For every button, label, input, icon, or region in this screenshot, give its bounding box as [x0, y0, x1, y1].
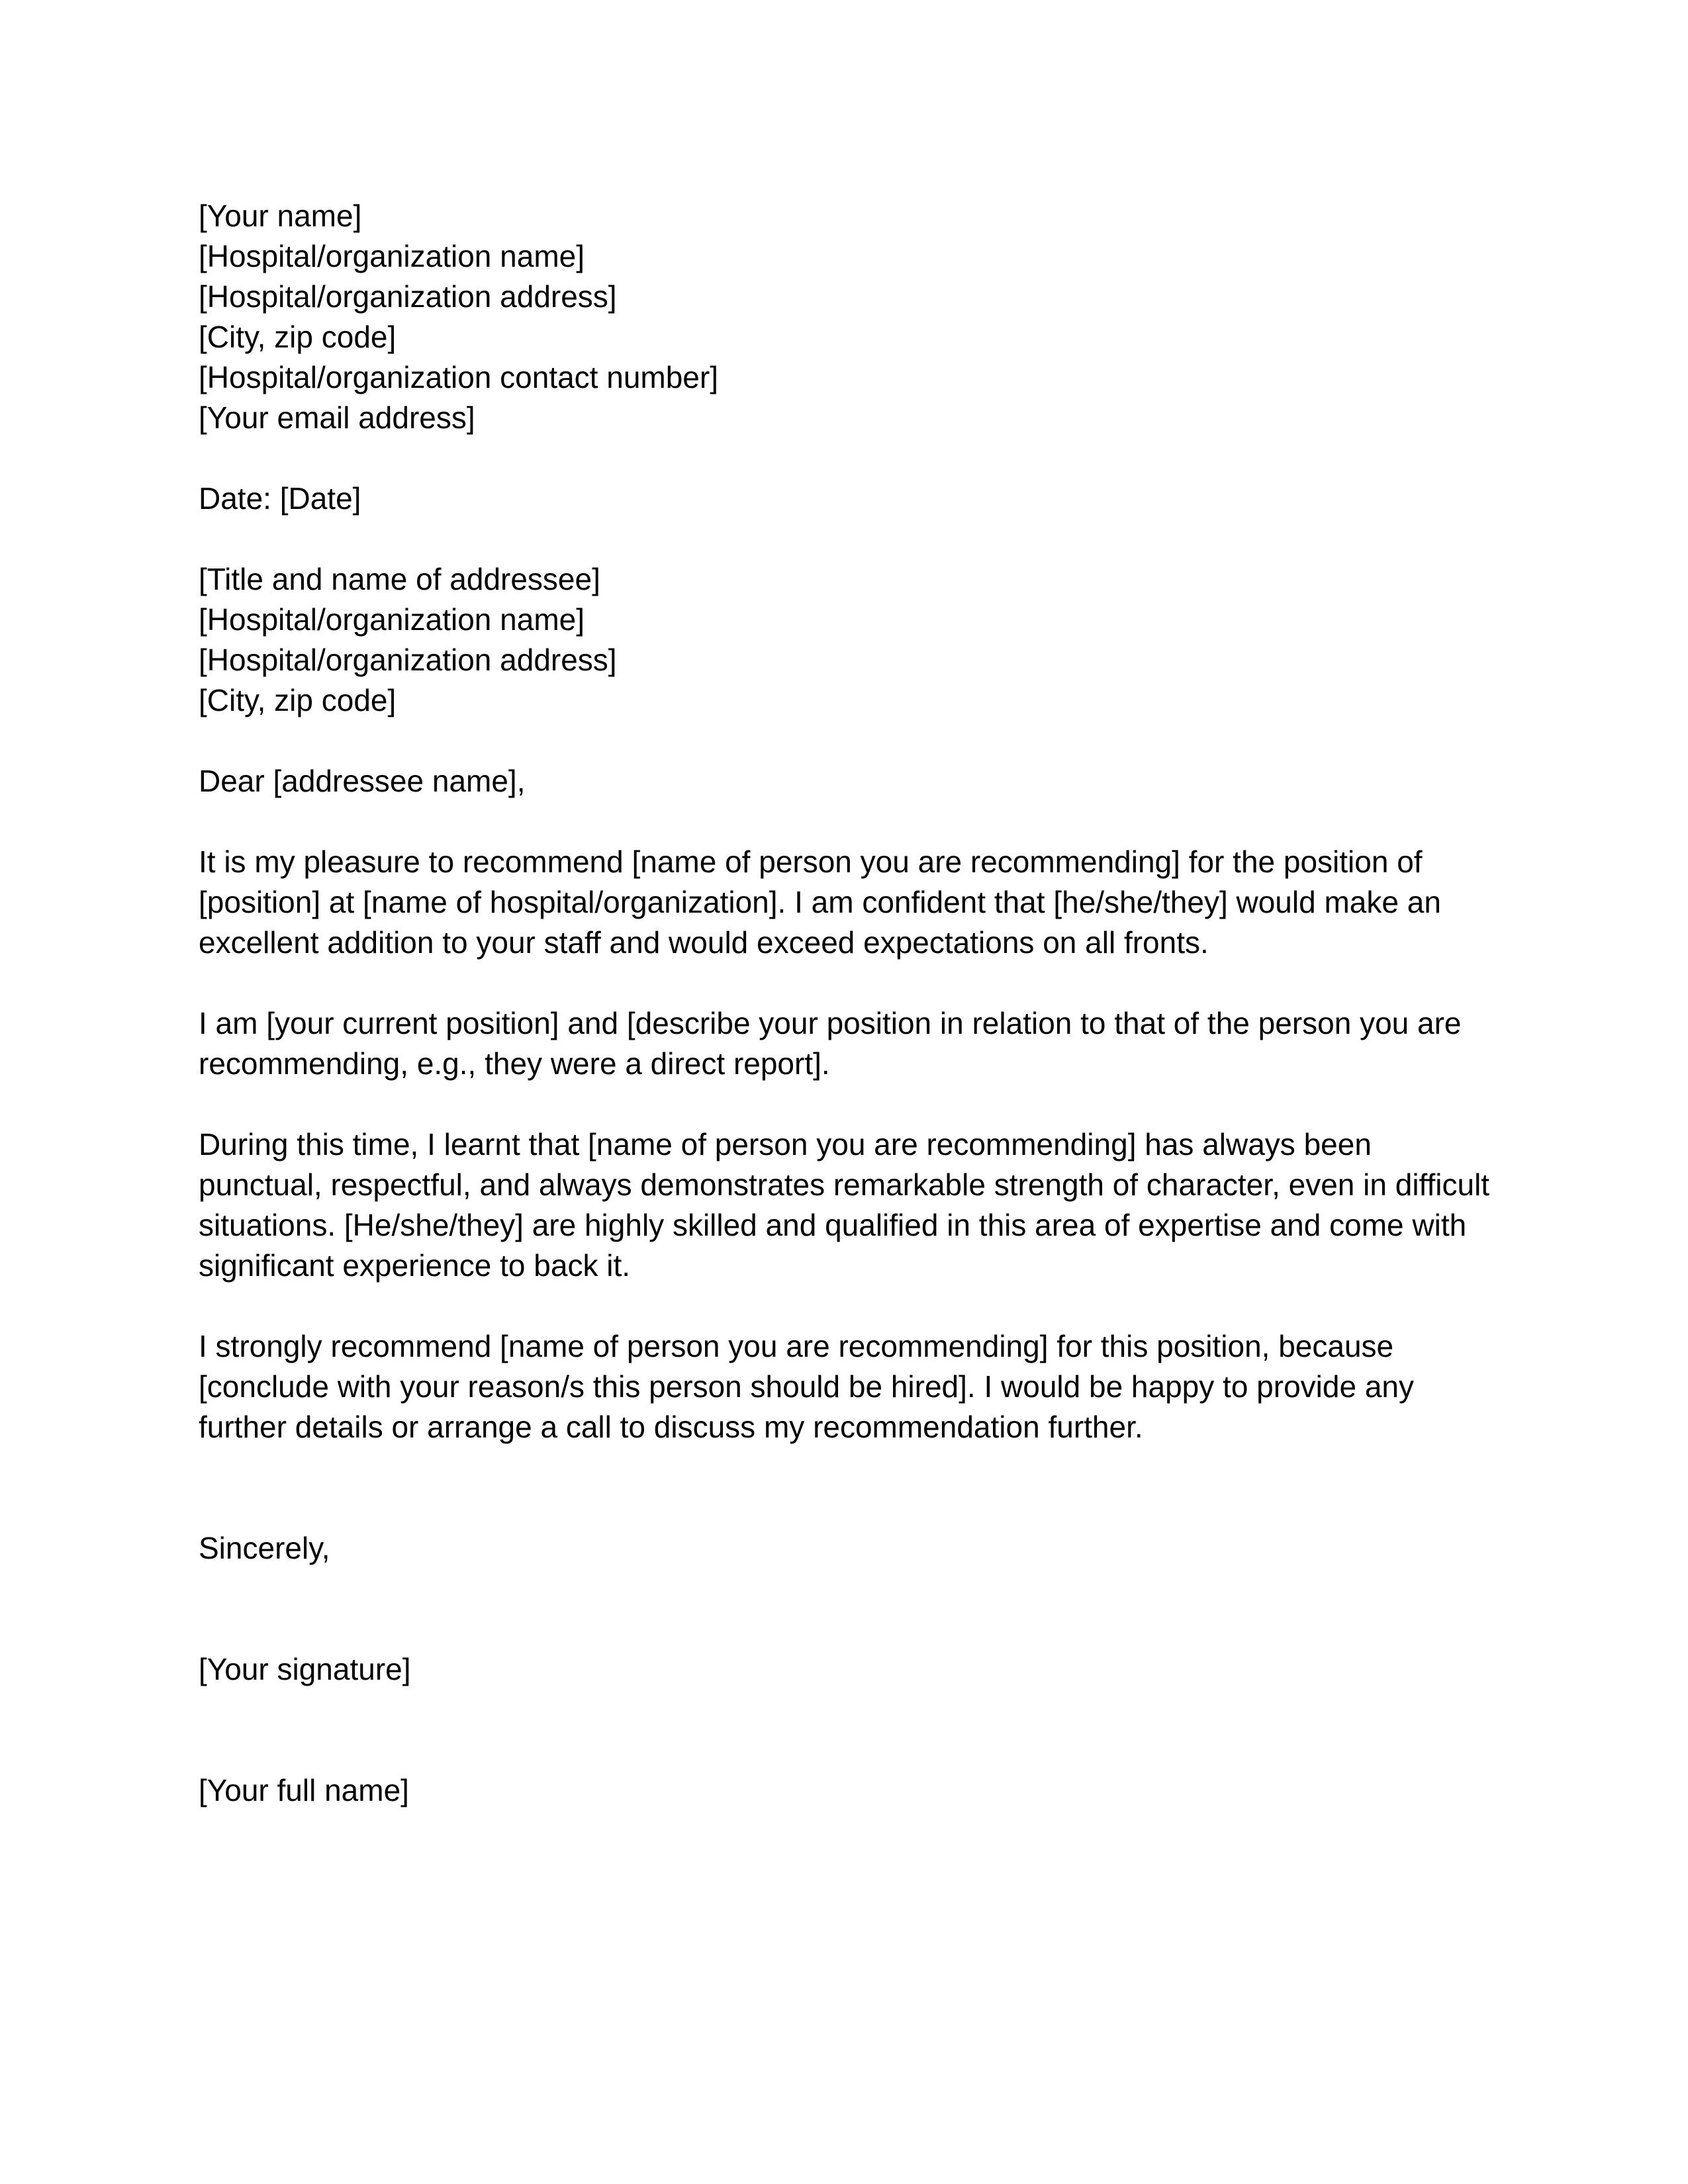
paragraph-line: I am [your current position] and [describe your position in relation to that of the person you are — [199, 1006, 1462, 1040]
date-line: Date: [Date] — [199, 481, 361, 516]
signature-placeholder: [Your signature] — [199, 1652, 411, 1686]
spacer — [199, 438, 1489, 478]
body-paragraph-3 — [199, 1124, 1489, 1286]
paragraph-line: It is my pleasure to recommend [name of person you are recommending] for the position of — [199, 844, 1423, 879]
full-name: [Your full name] — [199, 1773, 409, 1807]
closing: Sincerely, — [199, 1531, 330, 1565]
paragraph-line: I strongly recommend [name of person you are recommending] for this position, because — [199, 1329, 1394, 1363]
paragraph-line: further details or arrange a call to discuss my recommendation further. — [199, 1410, 1143, 1444]
spacer — [199, 1447, 1489, 1528]
paragraph-line: recommending, e.g., they were a direct report]. — [199, 1046, 830, 1081]
paragraph-line: [conclude with your reason/s this person should be hired]. I would be happy to provide any — [199, 1369, 1415, 1404]
spacer — [199, 519, 1489, 559]
recipient-org-address: [Hospital/organization address] — [199, 643, 617, 677]
spacer — [199, 1084, 1489, 1124]
sender-org-name: [Hospital/organization name] — [199, 239, 585, 273]
sender-block — [199, 196, 1489, 438]
paragraph-line: punctual, respectful, and always demonstrates remarkable strength of character, even in difficult — [199, 1167, 1490, 1202]
recipient-org-name: [Hospital/organization name] — [199, 602, 585, 637]
body-paragraph-4 — [199, 1326, 1489, 1447]
body-paragraph-1 — [199, 842, 1489, 963]
paragraph-line: excellent addition to your staff and would exceed expectations on all fronts. — [199, 925, 1209, 960]
sender-email: [Your email address] — [199, 400, 475, 435]
spacer — [199, 1569, 1489, 1649]
sender-city-zip: [City, zip code] — [199, 320, 397, 354]
recipient-block — [199, 559, 1489, 721]
spacer — [199, 801, 1489, 842]
paragraph-line: During this time, I learnt that [name of person you are recommending] has always been — [199, 1127, 1372, 1161]
sender-org-address: [Hospital/organization address] — [199, 279, 617, 314]
spacer — [199, 1286, 1489, 1326]
paragraph-line: [position] at [name of hospital/organization]. I am confident that [he/she/they] would make an — [199, 885, 1441, 919]
spacer — [199, 721, 1489, 761]
recipient-city-zip: [City, zip code] — [199, 683, 397, 717]
spacer — [199, 1690, 1489, 1770]
sender-name: [Your name] — [199, 199, 362, 233]
sender-contact-number: [Hospital/organization contact number] — [199, 360, 718, 394]
paragraph-line: significant experience to back it. — [199, 1248, 631, 1283]
salutation: Dear [addressee name], — [199, 764, 526, 798]
paragraph-line: situations. [He/she/they] are highly skilled and qualified in this area of expertise and come with — [199, 1208, 1467, 1242]
spacer — [199, 963, 1489, 1003]
letter-page — [199, 196, 1489, 1811]
body-paragraph-2 — [199, 1003, 1489, 1084]
recipient-title-name: [Title and name of addressee] — [199, 562, 600, 596]
